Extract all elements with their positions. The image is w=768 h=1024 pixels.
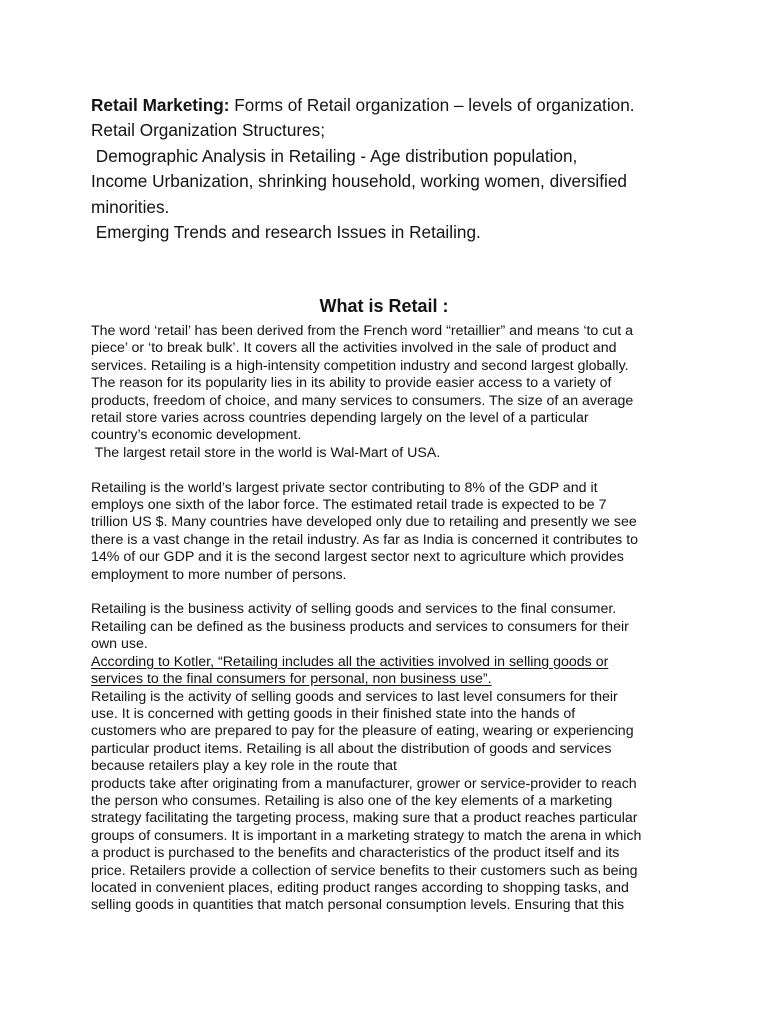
paragraph-line: retail store varies across countries depending largely on the level of a particular <box>91 410 589 427</box>
paragraph-line: the person who consumes. Retailing is also one of the key elements of a marketing <box>91 792 613 809</box>
paragraph-line: selling goods in quantities that match personal consumption levels. Ensuring that this <box>91 897 625 914</box>
intro-heading-rest: Forms of Retail organization – levels of organization. <box>229 95 635 115</box>
intro-line: Income Urbanization, shrinking household, working women, diversified <box>91 171 627 192</box>
paragraph-line: country’s economic development. <box>91 427 302 444</box>
paragraph-line: Retailing is the activity of selling goods and services to last level consumers for their <box>91 688 618 705</box>
paragraph-line: particular product items. Retailing is all about the distribution of goods and services <box>91 740 612 757</box>
intro-line: Demographic Analysis in Retailing - Age distribution population, <box>91 145 578 166</box>
intro-line: Retail Organization Structures; <box>91 120 326 141</box>
paragraph-line: services. Retailing is a high-intensity competition industry and second largest globally. <box>91 357 629 374</box>
intro-line: minorities. <box>91 196 170 217</box>
intro-line <box>91 93 731 118</box>
intro-heading-bold: Retail Marketing: <box>91 95 230 115</box>
kotler-quote-line: services to the final consumers for personal, non business use”. <box>91 671 492 688</box>
paragraph-line: located in convenient places, editing product ranges according to shopping tasks, and <box>91 879 629 896</box>
paragraph-line: The largest retail store in the world is Wal-Mart of USA. <box>91 444 441 461</box>
paragraph-line: there is a vast change in the retail industry. As far as India is concerned it contributes to <box>91 531 639 548</box>
paragraph-line: customers who are prepared to pay for the pleasure of eating, wearing or experiencing <box>91 723 634 740</box>
paragraph-line: products take after originating from a manufacturer, grower or service-provider to reach <box>91 775 637 792</box>
paragraph-line: The word ‘retail’ has been derived from the French word “retaillier” and means ‘to cut a <box>91 323 633 339</box>
paragraph-line: Retailing can be defined as the business products and services to consumers for their <box>91 618 629 635</box>
paragraph-line: The reason for its popularity lies in its ability to provide easier access to a variety of <box>91 375 612 392</box>
intro-line: Emerging Trends and research Issues in Retailing. <box>91 222 481 243</box>
paragraph-line: products, freedom of choice, and many services to consumers. The size of an average <box>91 392 634 409</box>
intro-block <box>91 93 731 245</box>
paragraph-line: 14% of our GDP and it is the second largest sector next to agriculture which provides <box>91 549 624 566</box>
paragraph-spacer <box>91 584 691 601</box>
paragraph-line: employs one sixth of the labor force. The estimated retail trade is expected to be 7 <box>91 497 607 514</box>
paragraph-line: trillion US $. Many countries have developed only due to retailing and presently we see <box>91 514 637 531</box>
paragraph-line: strategy facilitating the targeting process, making sure that a product reaches particular <box>91 810 638 827</box>
paragraph-line: a product is purchased to the benefits and characteristics of the product itself and its <box>91 845 620 862</box>
paragraph-line: employment to more number of persons. <box>91 566 347 583</box>
paragraph-line: own use. <box>91 636 148 653</box>
paragraph-line: Retailing is the business activity of selling goods and services to the final consumer. <box>91 601 617 618</box>
paragraph-line: price. Retailers provide a collection of service benefits to their customers such as being <box>91 862 638 879</box>
paragraph-line: piece’ or ‘to break bulk’. It covers all the activities involved in the sale of product and <box>91 340 617 357</box>
paragraph-spacer <box>91 462 691 479</box>
section-title: What is Retail : <box>319 296 449 316</box>
paragraph-line: Retailing is the world’s largest private sector contributing to 8% of the GDP and it <box>91 479 598 496</box>
kotler-quote-line: According to Kotler, “Retailing includes all the activities involved in selling goods or <box>91 653 609 670</box>
paragraph-line: groups of consumers. It is important in a marketing strategy to match the arena in which <box>91 827 642 844</box>
body-text <box>91 323 691 915</box>
paragraph-line: because retailers play a key role in the route that <box>91 758 397 775</box>
paragraph-line: use. It is concerned with getting goods in their finished state into the hands of <box>91 705 576 722</box>
